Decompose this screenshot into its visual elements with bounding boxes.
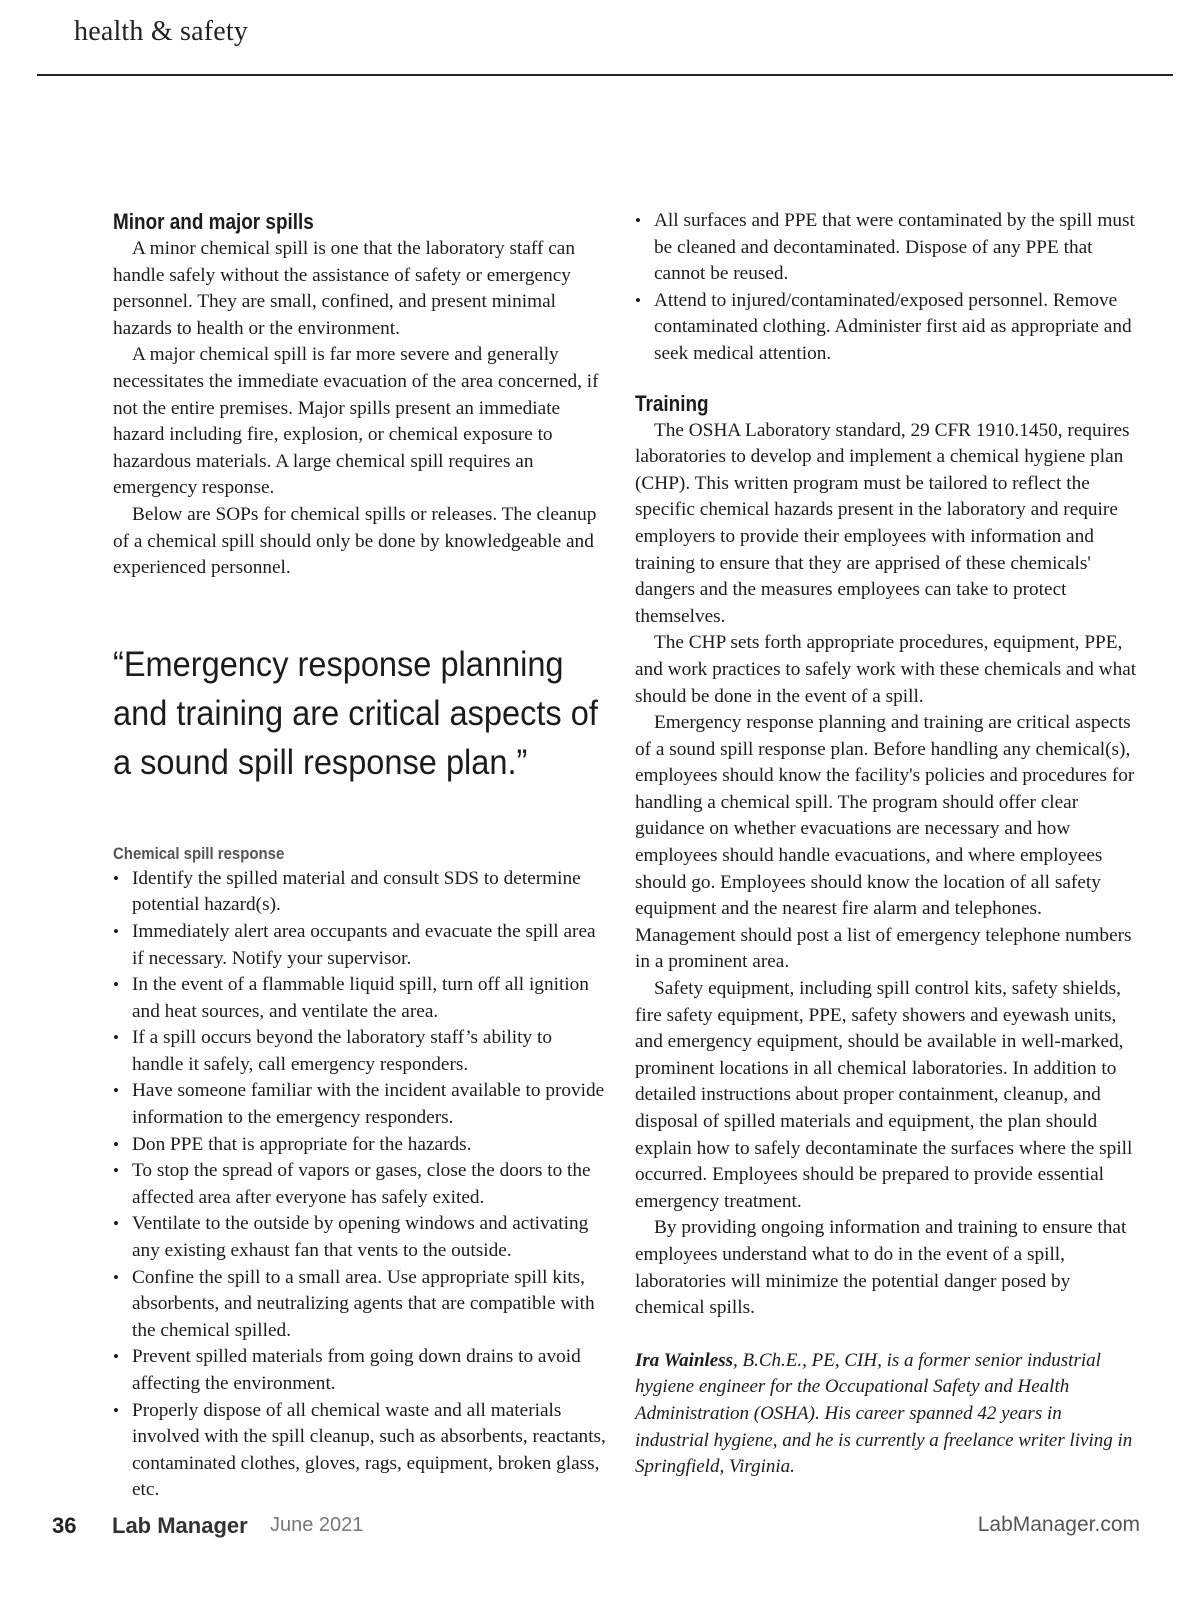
page-footer [0,1513,1200,1543]
bullet-icon: • [635,211,641,230]
list-item: • Prevent spilled materials from going down drains to avoid affecting the environment. [113,1346,581,1394]
minor-major-spills-heading: Minor and major spills [113,209,314,234]
list-item: • In the event of a flammable liquid spill, turn off all ignition and heat sources, and ventilate the area. [113,974,589,1022]
section-label: health & safety [74,16,249,47]
publication-name: Lab Manager [112,1513,248,1538]
author-bio [635,1348,1140,1481]
bullet-icon: • [113,1214,119,1234]
bullet-icon: • [635,290,641,310]
list-item: • If a spill occurs beyond the laboratory staff’s ability to handle it safely, call emergency responders. [113,1027,552,1075]
header-rule [37,74,1173,76]
paragraph: Below are SOPs for chemical spills or releases. The cleanup of a chemical spill should only be done by knowledgeable and experienced personnel. [113,503,597,579]
issue-date: June 2021 [270,1514,364,1536]
training-heading: Training [635,390,709,416]
chemical-spill-response-subheading: Chemical spill response [113,843,285,863]
bullet-icon: • [113,1081,119,1101]
spill-response-list [113,866,608,1504]
paragraph: The CHP sets forth appropriate procedures, equipment, PPE, and work practices to safely work with these chemicals and what should be done in the event of a spill. [635,632,1137,707]
list-item: • Immediately alert area occupants and evacuate the spill area if necessary. Notify your supervisor. [113,920,596,969]
right-column [635,208,1140,1481]
paragraph: Emergency response planning and training are critical aspects of a sound spill response plan. Before handling any chemical(s), employees should know the facility's policies and procedures for handling a chemical spill. The program should offer clear guidance on whether evacuations are necessary and how employees should handle evacuations, and where employees should go. Employees should know the location of all safety equipment and the nearest fire alarm and telephones. Management should post a list of emergency telephone numbers in a prominent area. [635,712,1135,973]
paragraph: A major chemical spill is far more severe and generally necessitates the immediate evacuation of the area concerned, if not the entire premises. Major spills present an immediate hazard including fire, explosion, or chemical exposure to hazardous materials. A large chemical spill requires an emergency response. [113,344,599,499]
paragraph: By providing ongoing information and training to ensure that employees understand what to do in the event of a spill, laboratories will minimize the potential danger posed by chemical spills. [635,1217,1127,1319]
list-item: • Properly dispose of all chemical waste and all materials involved with the spill cleanup, such as absorbents, reactants, contaminated clothes, gloves, rags, equipment, broken glass, etc. [113,1399,606,1501]
bullet-icon: • [113,1267,119,1287]
bullet-icon: • [113,1161,119,1181]
bullet-icon: • [113,868,119,888]
list-item: • Confine the spill to a small area. Use appropriate spill kits, absorbents, and neutralizing agents that are compatible with the chemical spilled. [113,1266,595,1341]
bullet-icon: • [113,921,119,941]
list-item: • Have someone familiar with the incident available to provide information to the emergency responders. [113,1080,605,1129]
bullet-icon: • [113,1347,119,1367]
list-item: • Identify the spilled material and consult SDS to determine potential hazard(s). [113,867,581,916]
spill-response-list-continued [635,208,1140,368]
paragraph: The OSHA Laboratory standard, 29 CFR 1910.1450, requires laboratories to develop and implement a chemical hygiene plan (CHP). This written program must be tailored to reflect the specific chemical hazards present in the laboratory and require employers to provide their employees with information and training to ensure that they are apprised of these chemicals' dangers and the measures employees can take to protect themselves. [635,419,1130,627]
list-item: • Don PPE that is appropriate for the hazards. [113,1132,608,1159]
left-column [113,208,608,1504]
website-link[interactable]: LabManager.com [977,1513,1140,1536]
list-item: • Ventilate to the outside by opening windows and activating any existing exhaust fan that vents to the outside. [113,1213,589,1262]
author-name: Ira Wainless [635,1349,734,1371]
list-item: • To stop the spread of vapors or gases, close the doors to the affected area after everyone has safely exited. [113,1160,591,1208]
bullet-icon: • [113,975,119,995]
list-item: • Attend to injured/contaminated/exposed personnel. Remove contaminated clothing. Administer first aid as appropriate and seek medical attention. [635,289,1132,364]
bullet-icon: • [113,1400,119,1420]
page-number: 36 [52,1513,77,1538]
paragraph: A minor chemical spill is one that the laboratory staff can handle safely without the assistance of safety or emergency personnel. They are small, confined, and present minimal hazards to health or the environment. [113,238,575,339]
bullet-icon: • [113,1028,119,1048]
paragraph: Safety equipment, including spill control kits, safety shields, fire safety equipment, PPE, safety showers and eyewash units, and emergency equipment, should be available in well-marked, prominent locations in all chemical laboratories. In addition to detailed instructions about proper containment, cleanup, and disposal of spilled materials and equipment, the plan should explain how to safely decontaminate the surfaces where the spill occurred. Employees should be prepared to provide essential emergency treatment. [635,978,1133,1212]
pull-quote: “Emergency response planning and training are critical aspects of a sound spill response plan.” [113,644,598,782]
author-bio-text: , B.Ch.E., PE, CIH, is a former senior industrial hygiene engineer for the Occupational Safety and Health Administration (OSHA). His career spanned 42 years in industrial hygiene, and he is currently a freelance writer living in Springfield, Virginia. [635,1349,1133,1478]
list-item: • All surfaces and PPE that were contaminated by the spill must be cleaned and decontaminated. Dispose of any PPE that cannot be reused. [635,210,1135,285]
bullet-icon: • [113,1134,119,1154]
